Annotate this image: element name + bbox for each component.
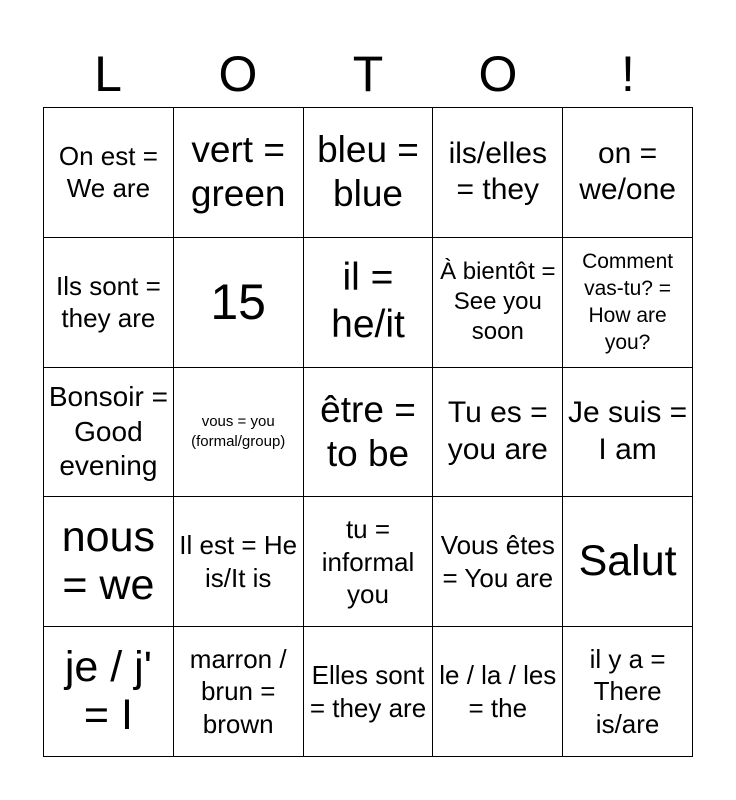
cell-text: être = to be xyxy=(320,388,416,474)
cell-text: vous = you (formal/group) xyxy=(191,413,286,450)
cell-text: Elles sont = they are xyxy=(309,660,427,723)
bingo-cell[interactable] xyxy=(44,238,174,368)
cell-text: À bientôt = See you soon xyxy=(440,258,556,346)
bingo-cell[interactable] xyxy=(44,497,174,627)
bingo-grid xyxy=(43,107,693,757)
cell-text: Bonsoir = Good evening xyxy=(48,380,168,482)
bingo-cell[interactable] xyxy=(304,368,434,498)
bingo-cell[interactable] xyxy=(304,627,434,757)
cell-text: Vous êtes = You are xyxy=(440,530,555,593)
bingo-cell[interactable] xyxy=(174,627,304,757)
cell-text: il = he/it xyxy=(331,256,405,347)
cell-text: Ils sont = they are xyxy=(56,270,161,334)
cell-text: ils/elles = they xyxy=(448,136,547,207)
bingo-cell[interactable] xyxy=(174,108,304,238)
cell-text: Salut xyxy=(578,537,677,586)
cell-text: je / j' = I xyxy=(64,643,152,739)
bingo-cell[interactable] xyxy=(433,238,563,368)
bingo-cell[interactable] xyxy=(174,368,304,498)
cell-text: On est = We are xyxy=(58,140,158,204)
cell-text: marron / brun = brown xyxy=(189,643,287,739)
cell-text: Je suis = I am xyxy=(567,396,688,466)
bingo-cell[interactable] xyxy=(563,627,693,757)
cell-text: il y a = There is/are xyxy=(589,643,666,739)
bingo-cell[interactable] xyxy=(44,627,174,757)
cell-text: Comment vas-tu? = How are you? xyxy=(582,249,674,355)
bingo-cell[interactable] xyxy=(174,497,304,627)
header-letter-exclamation: ! xyxy=(621,46,635,102)
header-letter-l: L xyxy=(94,46,122,102)
bingo-cell[interactable] xyxy=(433,108,563,238)
cell-text: bleu = blue xyxy=(317,129,419,215)
bingo-cell[interactable] xyxy=(563,108,693,238)
cell-text: le / la / les = the xyxy=(439,660,557,723)
cell-text: Tu es = you are xyxy=(447,396,548,466)
cell-text: vert = green xyxy=(190,129,286,215)
cell-text: tu = informal you xyxy=(321,514,415,610)
bingo-cell[interactable] xyxy=(174,238,304,368)
bingo-cell[interactable] xyxy=(304,238,434,368)
cell-text: nous = we xyxy=(61,513,156,609)
header-letter-o-2: O xyxy=(478,46,518,102)
bingo-cell[interactable] xyxy=(563,238,693,368)
cell-text: on = we/one xyxy=(579,136,676,207)
header-letter-o: O xyxy=(218,46,258,102)
cell-text: 15 xyxy=(210,273,266,330)
bingo-cell[interactable] xyxy=(563,497,693,627)
bingo-cell[interactable] xyxy=(44,368,174,498)
bingo-cell[interactable] xyxy=(433,368,563,498)
card-header xyxy=(43,40,693,108)
bingo-cell[interactable] xyxy=(433,497,563,627)
bingo-cell[interactable] xyxy=(304,108,434,238)
bingo-cell[interactable] xyxy=(433,627,563,757)
header-letter-t: T xyxy=(352,46,384,102)
bingo-cell[interactable] xyxy=(304,497,434,627)
bingo-cell[interactable] xyxy=(44,108,174,238)
cell-text: Il est = He is/It is xyxy=(179,530,298,593)
bingo-cell[interactable] xyxy=(563,368,693,498)
